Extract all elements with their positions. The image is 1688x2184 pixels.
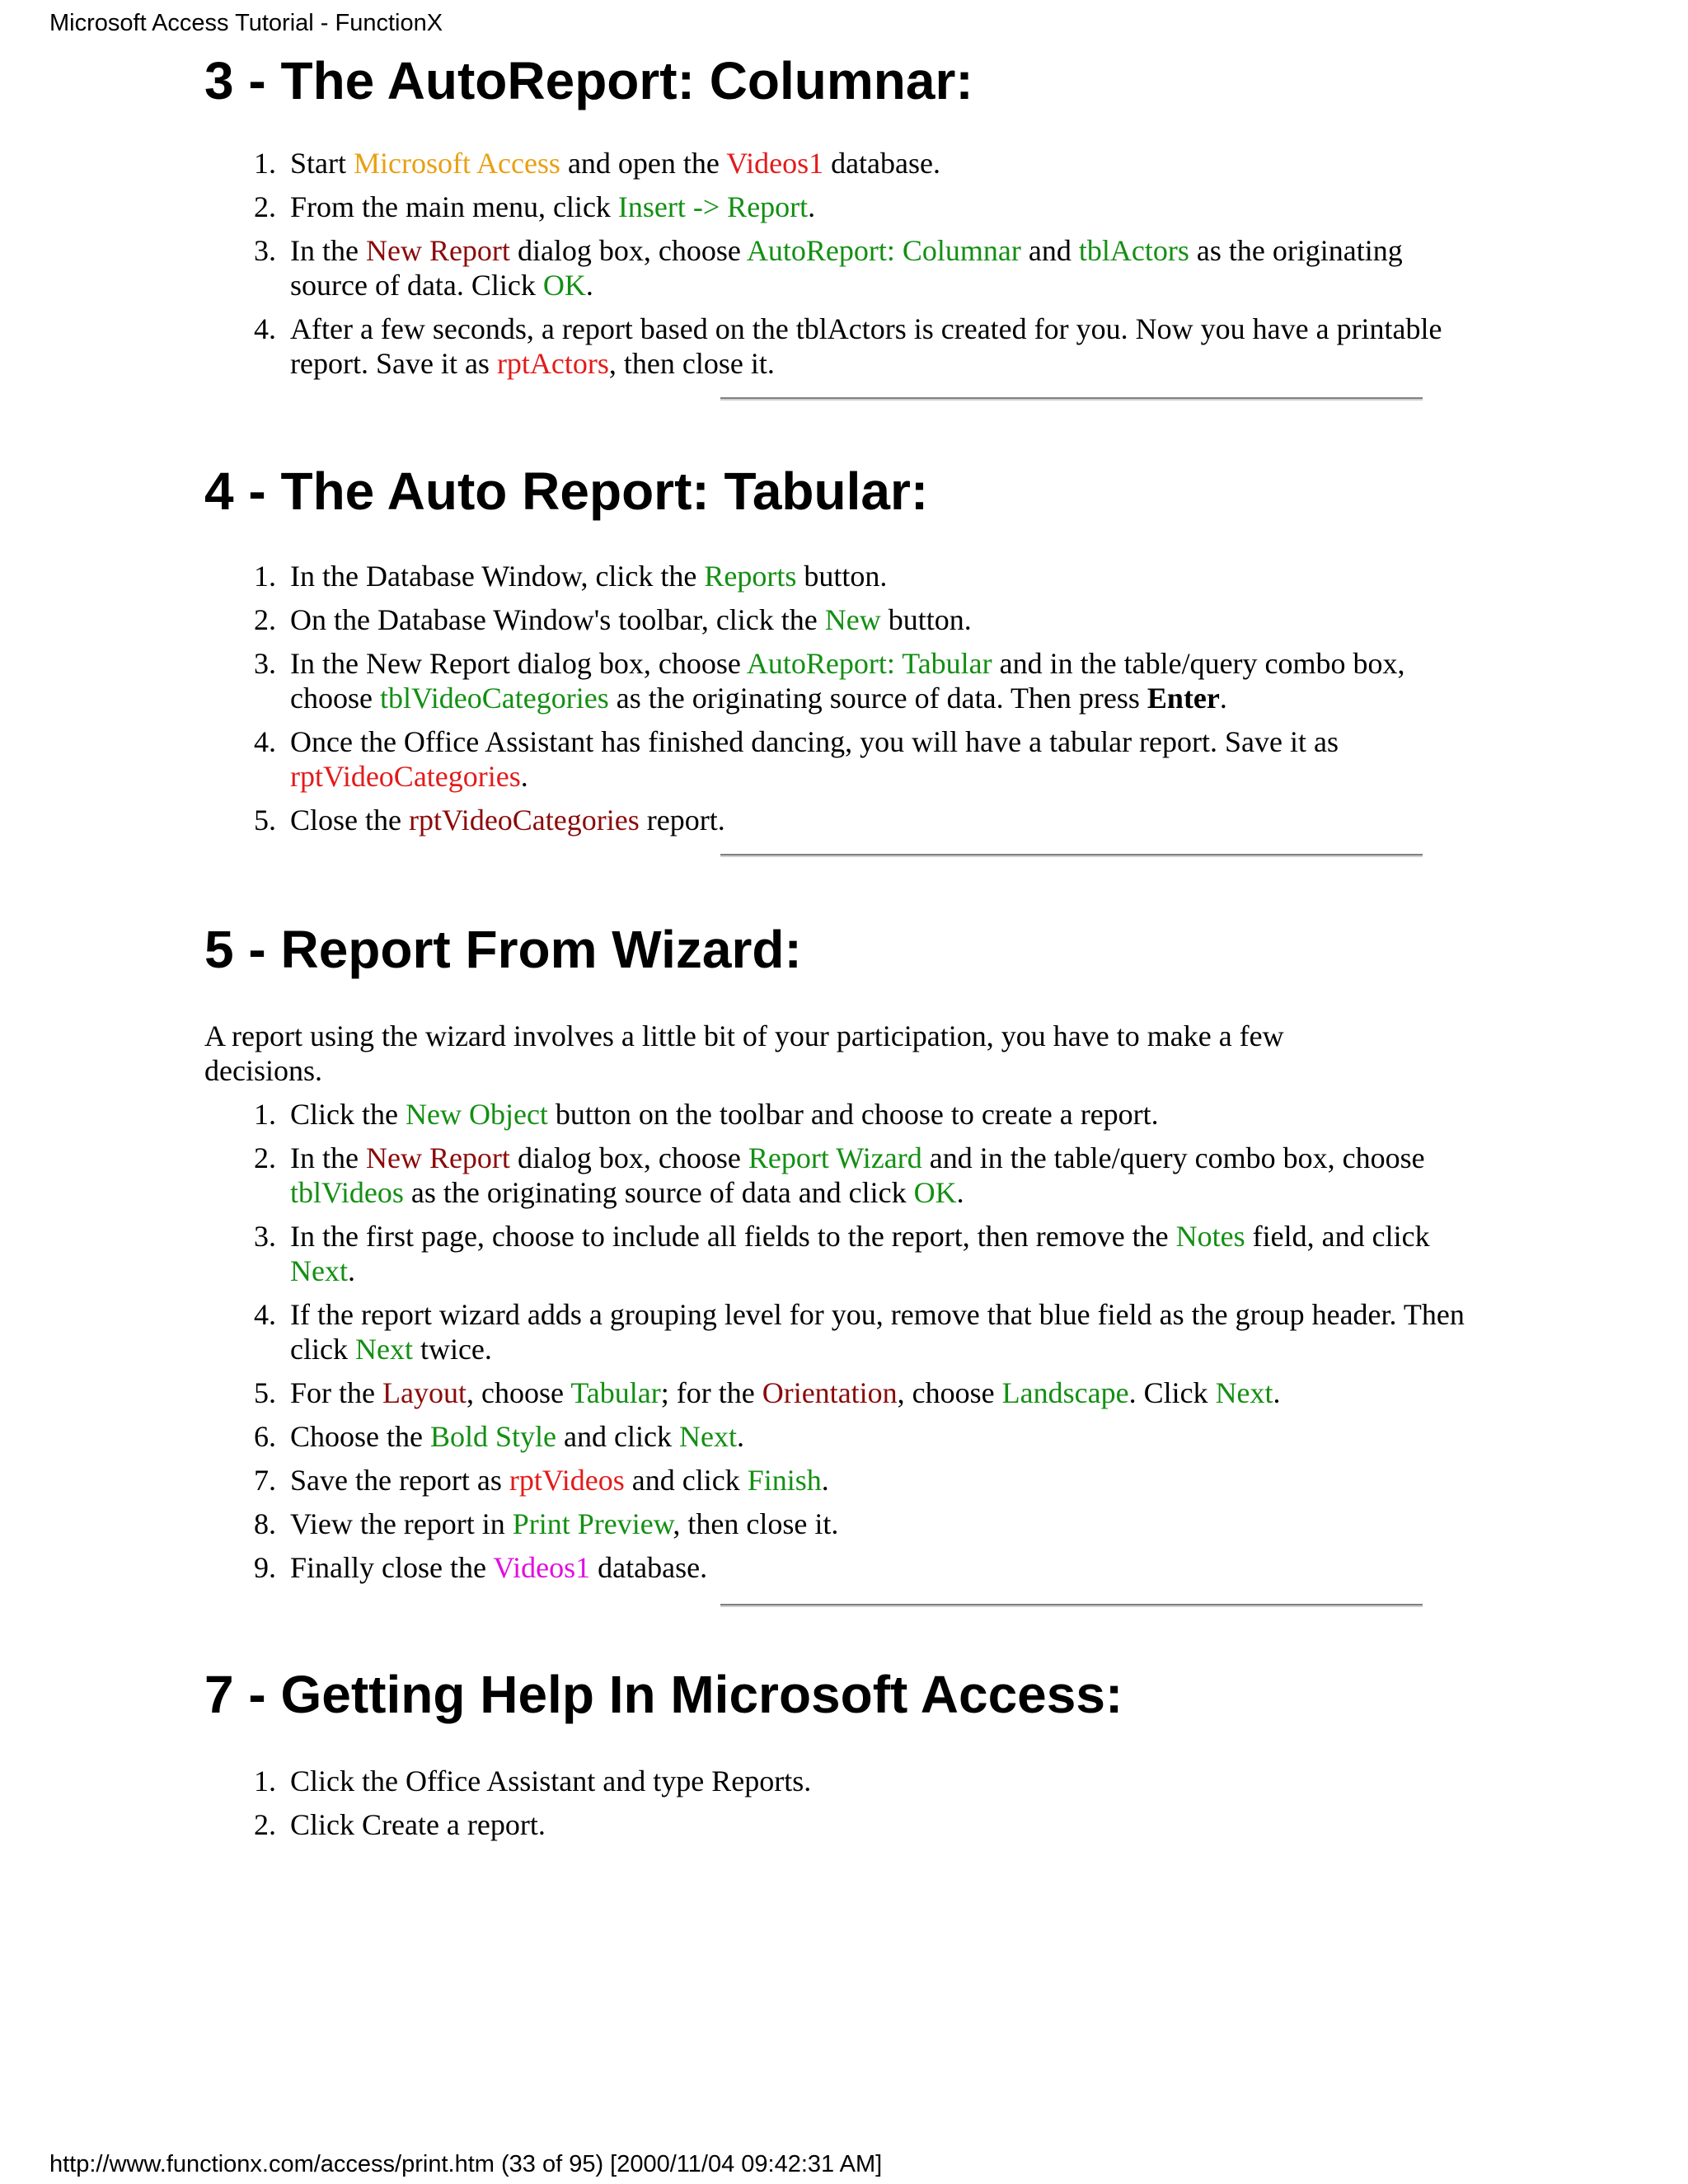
list-item: 2. In the New Report dialog box, choose Report Wizard and in the table/query combo box, choose tblVideos as the originating source of data and click OK.	[284, 1141, 1487, 1210]
list-item: 1. Start Microsoft Access and open the Videos1 database.	[284, 146, 1487, 180]
orientation-term: Orientation	[762, 1376, 898, 1409]
section-5-steps	[204, 1097, 1487, 1594]
finish-term: Finish	[747, 1464, 822, 1497]
next-term: Next	[678, 1420, 737, 1453]
list-item: 8. View the report in Print Preview, then close it.	[284, 1507, 1487, 1541]
list-item: 9. Finally close the Videos1 database.	[284, 1550, 1487, 1585]
videos1-term: Videos1	[493, 1551, 591, 1584]
tblvideos-term: tblVideos	[290, 1176, 404, 1209]
next-term: Next	[354, 1333, 413, 1366]
rptvideocategories-term: rptVideoCategories	[290, 760, 521, 793]
list-item: 4. If the report wizard adds a grouping level for you, remove that blue field as the group header. Then click Next twice.	[284, 1297, 1487, 1366]
autoreport-tabular-term: AutoReport: Tabular	[746, 647, 992, 680]
list-item: 2. Click Create a report.	[284, 1807, 1487, 1842]
section-7-title: 7 - Getting Help In Microsoft Access:	[204, 1665, 1123, 1724]
landscape-term: Landscape	[1001, 1376, 1129, 1409]
layout-term: Layout	[382, 1376, 467, 1409]
autoreport-columnar-term: AutoReport: Columnar	[746, 234, 1021, 267]
page-footer: http://www.functionx.com/access/print.htm (33 of 95) [2000/11/04 09:42:31 AM]	[49, 2151, 883, 2177]
list-item: 4. Once the Office Assistant has finished dancing, you will have a tabular report. Save it as rptVideoCategories.	[284, 724, 1487, 794]
next-term: Next	[290, 1254, 348, 1287]
rptactors-term: rptActors	[496, 347, 609, 380]
list-item: 1. Click the New Object button on the toolbar and choose to create a report.	[284, 1097, 1487, 1132]
videos1-term: Videos1	[726, 147, 824, 180]
print-preview-term: Print Preview	[512, 1507, 673, 1540]
insert-report-term: Insert -> Report	[617, 190, 809, 223]
section-4-steps	[204, 559, 1487, 846]
microsoft-access-term: Microsoft Access	[354, 147, 560, 180]
list-item: 1. Click the Office Assistant and type Reports.	[284, 1764, 1487, 1798]
list-item: 2. On the Database Window's toolbar, click the New button.	[284, 602, 1487, 637]
report-wizard-term: Report Wizard	[748, 1141, 922, 1174]
new-object-term: New Object	[405, 1098, 548, 1131]
ok-term: OK	[542, 269, 586, 302]
list-item: 4. After a few seconds, a report based on the tblActors is created for you. Now you have a printable report. Save it as rptActors, then close it.	[284, 312, 1487, 381]
new-report-term: New Report	[365, 1141, 510, 1174]
list-item: 6. Choose the Bold Style and click Next.	[284, 1419, 1487, 1454]
enter-key-term: Enter	[1146, 682, 1220, 715]
ok-term: OK	[913, 1176, 957, 1209]
section-7-steps	[204, 1764, 1487, 1851]
section-3-steps	[204, 146, 1487, 390]
list-item: 3. In the New Report dialog box, choose AutoReport: Tabular and in the table/query combo box, choose tblVideoCategories as the originating source of data. Then press Enter.	[284, 646, 1487, 715]
list-item: 5. Close the rptVideoCategories report.	[284, 803, 1487, 837]
notes-term: Notes	[1175, 1220, 1245, 1253]
section-3-title: 3 - The AutoReport: Columnar:	[204, 51, 973, 110]
tblvideocategories-term: tblVideoCategories	[379, 682, 609, 715]
list-item: 3. In the first page, choose to include all fields to the report, then remove the Notes field, and click Next.	[284, 1219, 1487, 1288]
section-divider	[720, 854, 1423, 857]
next-term: Next	[1215, 1376, 1273, 1409]
section-divider	[720, 1604, 1423, 1607]
section-5-title: 5 - Report From Wizard:	[204, 920, 802, 979]
section-5-intro: A report using the wizard involves a little bit of your participation, you have to make a few decisions.	[204, 1019, 1284, 1087]
reports-term: Reports	[704, 560, 797, 593]
rptvideocategories-report-term: rptVideoCategories	[408, 804, 640, 837]
bold-style-term: Bold Style	[429, 1420, 557, 1453]
list-item: 7. Save the report as rptVideos and click Finish.	[284, 1463, 1487, 1497]
list-item: 5. For the Layout, choose Tabular; for the Orientation, choose Landscape. Click Next.	[284, 1376, 1487, 1410]
rptvideos-term: rptVideos	[509, 1464, 625, 1497]
tblactors-term: tblActors	[1078, 234, 1189, 267]
section-divider	[720, 397, 1423, 401]
list-item: 3. In the New Report dialog box, choose AutoReport: Columnar and tblActors as the originating source of data. Click OK.	[284, 233, 1487, 302]
new-report-term: New Report	[365, 234, 510, 267]
list-item: 1. In the Database Window, click the Reports button.	[284, 559, 1487, 593]
new-term: New	[824, 603, 881, 636]
page-header: Microsoft Access Tutorial - FunctionX	[49, 10, 443, 36]
section-4-title: 4 - The Auto Report: Tabular:	[204, 462, 929, 521]
list-item: 2. From the main menu, click Insert -> Report.	[284, 190, 1487, 224]
tabular-term: Tabular	[570, 1376, 661, 1409]
